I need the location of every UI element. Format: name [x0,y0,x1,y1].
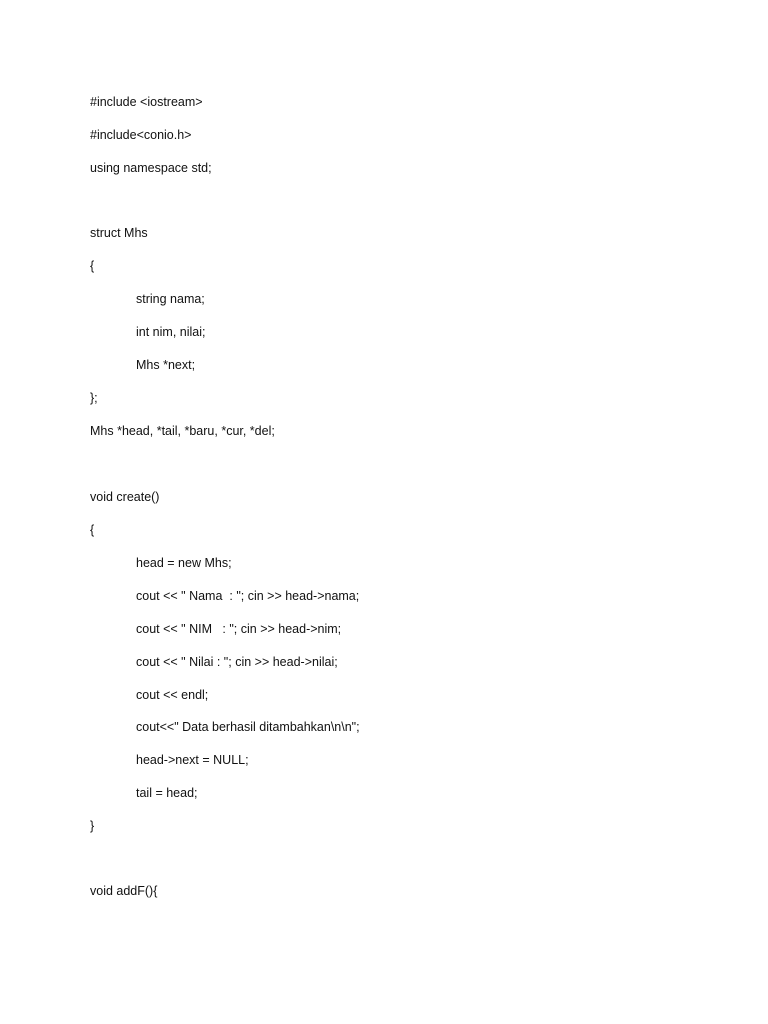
code-line-cout-nama: cout << " Nama : "; cin >> head->nama; [136,589,360,603]
code-line-struct-close: }; [90,391,98,405]
code-line-struct-mhs: struct Mhs [90,226,148,240]
code-line-create-open-brace: { [90,523,95,537]
code-line-include-conio: #include<conio.h> [90,128,192,142]
code-line-struct-open-brace: { [90,259,95,273]
code-line-head-next-null: head->next = NULL; [136,753,249,767]
code-line-cout-nilai: cout << " Nilai : "; cin >> head->nilai; [136,655,338,669]
code-line-mhs-next: Mhs *next; [136,358,196,372]
code-line-int-nim-nilai: int nim, nilai; [136,325,206,339]
code-line-string-nama: string nama; [136,292,205,306]
code-line-tail-head: tail = head; [136,786,198,800]
code-line-using-namespace: using namespace std; [90,161,212,175]
code-line-void-addf: void addF(){ [90,884,158,898]
code-line-cout-data-berhasil: cout<<" Data berhasil ditambahkan\n\n"; [136,720,360,734]
code-line-pointer-decls: Mhs *head, *tail, *baru, *cur, *del; [90,424,275,438]
code-line-create-close-brace: } [90,819,95,833]
code-line-void-create: void create() [90,490,160,504]
code-line-head-new: head = new Mhs; [136,556,232,570]
code-line-include-iostream: #include <iostream> [90,95,203,109]
code-line-cout-endl: cout << endl; [136,688,209,702]
code-line-cout-nim: cout << " NIM : "; cin >> head->nim; [136,622,342,636]
